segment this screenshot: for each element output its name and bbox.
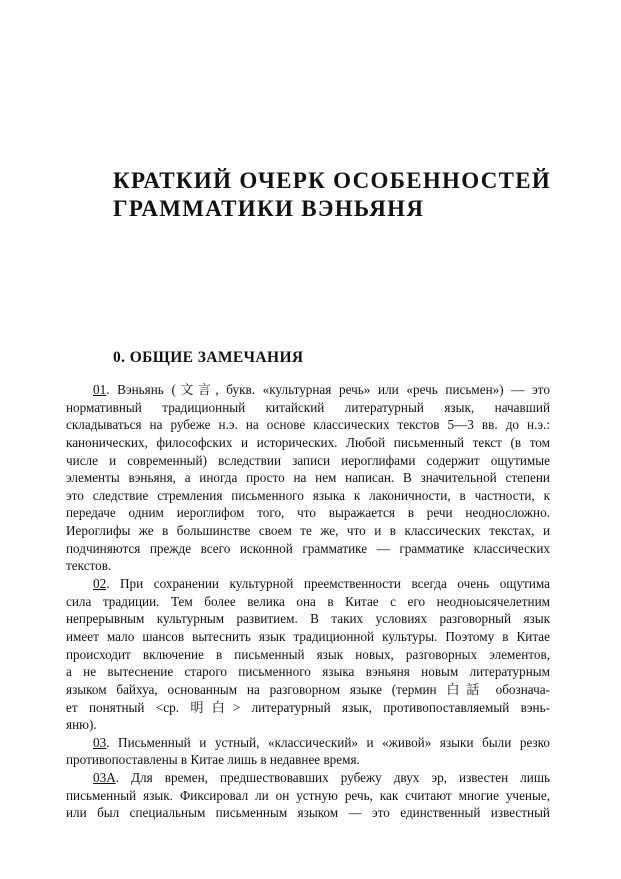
text-line: непрерывным культурным развитием. В таких условиях разговорный язык bbox=[66, 611, 550, 627]
text-line: Иероглифы же в большинстве своем те же, что и в классических текстах, и bbox=[66, 523, 550, 539]
text-line: языком байхуа, основанным на разговорном языке (термин 白話 обознача- bbox=[66, 681, 550, 697]
paragraph-number: 01 bbox=[93, 382, 107, 397]
text-line: ет понятный <ср. 明白> литературный язык, противопоставляемый вэнь- bbox=[66, 699, 550, 715]
text-line: это следствие стремления письменного языка к лаконичности, в частности, к bbox=[66, 487, 550, 503]
text-line: 03. Письменный и устный, «классический» и «живой» языки были резко bbox=[93, 734, 550, 750]
text-line: нормативный традиционный китайский литературный язык, начавший bbox=[66, 399, 550, 415]
text-line: 01. Вэньянь (文言, букв. «культурная речь» или «речь письмен») — это bbox=[93, 382, 550, 397]
text-line: канонических, философских и исторических. Любой письменный текст (в том bbox=[66, 434, 550, 450]
text-line: яню). bbox=[66, 717, 97, 733]
text-line: письменный язык. Фиксировал ли он устную речь, как считают многие ученые, bbox=[66, 787, 550, 803]
text-line: имеет мало шансов вытеснить язык традиционной культуры. Поэтому в Китае bbox=[66, 628, 550, 644]
text-line: текстов. bbox=[66, 558, 112, 574]
section-heading: 0. ОБЩИЕ ЗАМЕЧАНИЯ bbox=[113, 349, 304, 366]
text-line: подчиняются прежде всего исконной грамматике — грамматике классических bbox=[66, 540, 550, 556]
text-line: 03А. Для времен, предшествовавших рубежу двух эр, известен лишь bbox=[93, 770, 550, 786]
text-line: элементы вэньяня, а иногда просто на нем написан. В значительной степени bbox=[66, 470, 550, 486]
paragraph-02 bbox=[66, 575, 550, 734]
paragraph-01 bbox=[66, 381, 550, 575]
text-line: противопоставлены в Китае лишь в недавнее время. bbox=[66, 752, 360, 768]
paragraph-number: 02 bbox=[93, 576, 107, 592]
text-line: а не вытеснение старого письменного языка вэньяня новым литературным bbox=[66, 664, 550, 680]
text-line: происходит включение в письменный язык новых, разговорных элементов, bbox=[66, 646, 550, 662]
text-line: 02. При сохранении культурной преемственности всегда очень ощутима bbox=[93, 576, 550, 592]
text-line: сила традиции. Тем более велика она в Китае с его неодноысячелетним bbox=[66, 593, 550, 609]
paragraph-number: 03 bbox=[93, 734, 107, 750]
chapter-title-line-2: ГРАММАТИКИ ВЭНЬЯНЯ bbox=[113, 196, 425, 221]
body-text bbox=[66, 381, 550, 822]
text-line: складываться на рубеже н.э. на основе классических текстов 5—3 вв. до н.э.: bbox=[66, 417, 550, 433]
text-line: передаче одним иероглифом того, что выражается в речи неодносложно. bbox=[66, 505, 550, 521]
chapter-title-line-1: КРАТКИЙ ОЧЕРК ОСОБЕННОСТЕЙ bbox=[113, 168, 552, 193]
paragraph-03a bbox=[66, 769, 550, 822]
paragraph-number: 03А bbox=[93, 770, 116, 786]
paragraph-03 bbox=[66, 734, 550, 769]
text-line: или был специальным письменным языком — это единственный известный bbox=[66, 805, 550, 821]
chapter-title bbox=[113, 167, 573, 223]
text-line: числе и современный) вследствии записи иероглифами содержит ощутимые bbox=[66, 452, 550, 468]
